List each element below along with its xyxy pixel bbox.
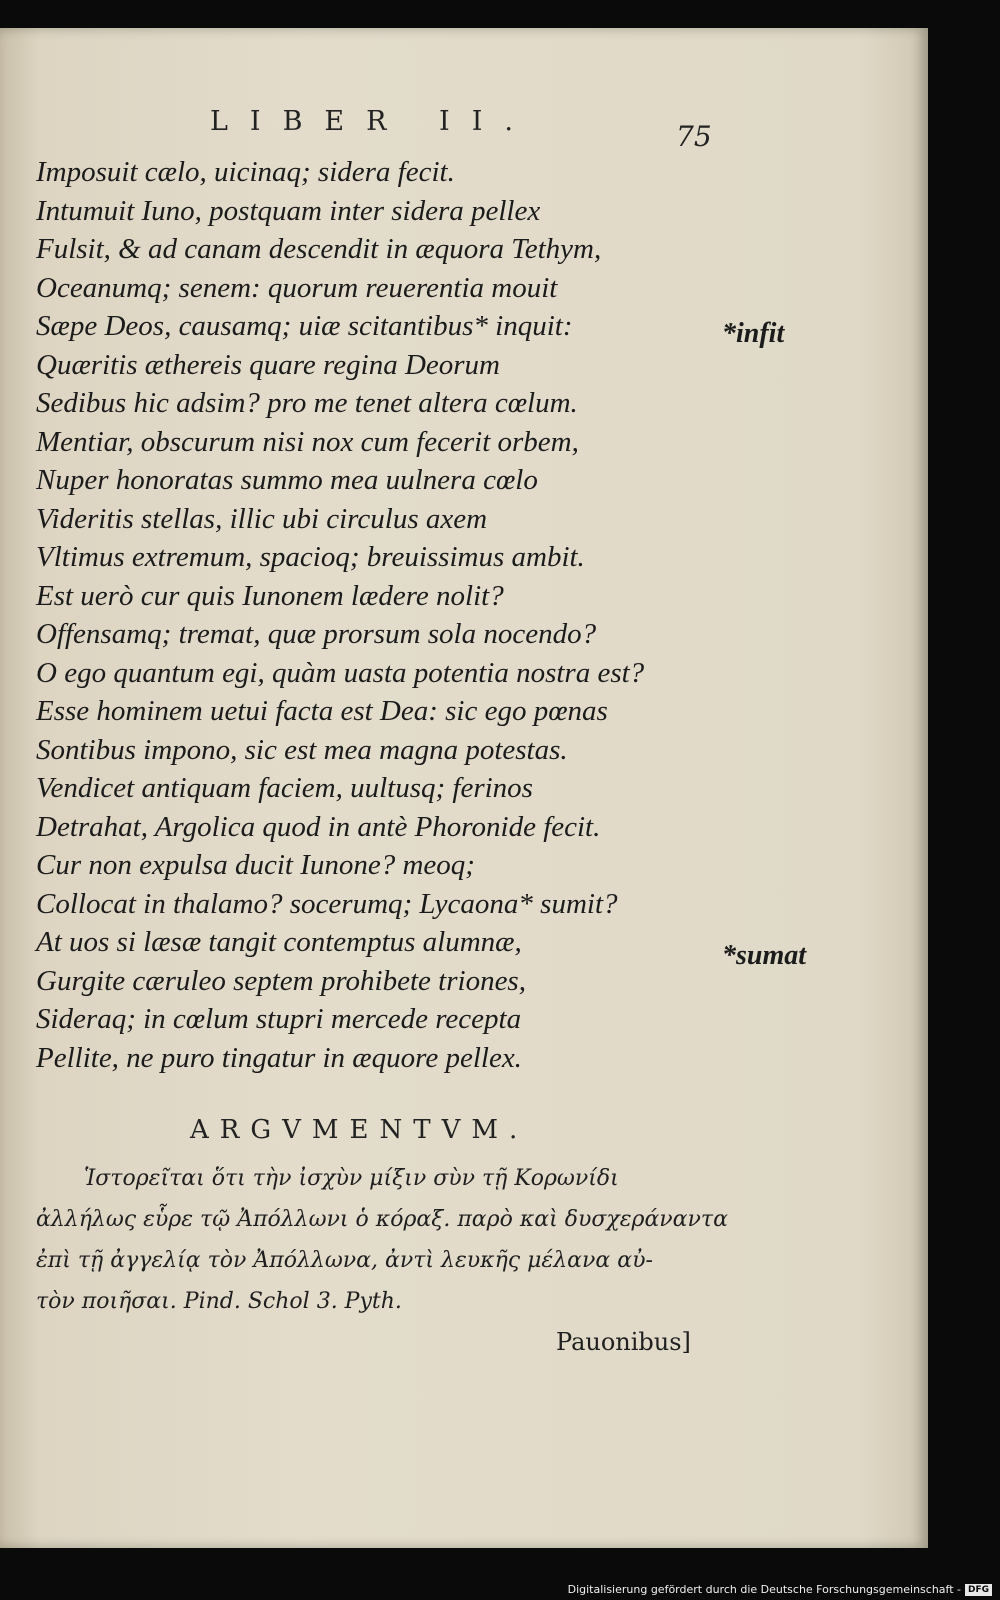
verse-line: Sedibus hic adsim? pro me tenet altera cœlum. <box>36 387 578 419</box>
argument-heading: ARGVMENTVM. <box>190 1115 529 1145</box>
dfg-logo: DFG <box>965 1584 992 1596</box>
greek-line: ἐπὶ τῇ ἀγγελίᾳ τὸν Ἀπόλλωνα, ἀντὶ λευκῆς μέλανα αὐ- <box>36 1248 653 1273</box>
verse-line: Est uerò cur quis Iunonem lædere nolit? <box>36 579 504 612</box>
verse-line: Oceanumq; senem: quorum reuerentia mouit <box>36 271 558 304</box>
catchword: Pauonibus] <box>556 1328 691 1356</box>
greek-scholion <box>36 1158 728 1322</box>
page-number: 75 <box>676 120 712 153</box>
greek-line: τὸν ποιῆσαι. Pind. Schol 3. Pyth. <box>36 1289 402 1314</box>
verse-line: Collocat in thalamo? socerumq; Lycaona* sumit? <box>36 887 618 920</box>
credit-text: Digitalisierung gefördert durch die Deutsche Forschungsgemeinschaft - <box>567 1583 961 1596</box>
verse-line: Vltimus extremum, spacioq; breuissimus ambit. <box>36 541 585 573</box>
verse-line: Videritis stellas, illic ubi circulus axem <box>36 502 488 535</box>
digitization-credit <box>568 1583 992 1596</box>
verse-line: Pellite, ne puro tingatur in æquore pellex. <box>36 1041 522 1074</box>
verse-line: Fulsit, & ad canam descendit in æquora Tethym, <box>36 233 602 265</box>
margin-note-sumat: *sumat <box>722 940 807 971</box>
verse-line: Nuper honoratas summo mea uulnera cœlo <box>36 464 538 496</box>
book-page <box>0 28 928 1548</box>
verse-line: Mentiar, obscurum nisi nox cum fecerit orbem, <box>36 425 579 458</box>
margin-note-infit: *infit <box>722 318 785 349</box>
verse-line: O ego quantum egi, quàm uasta potentia nostra est? <box>36 656 645 689</box>
verse-line: Quæritis æthereis quare regina Deorum <box>36 348 500 381</box>
verse-line: Offensamq; tremat, quæ prorsum sola nocendo? <box>36 618 597 650</box>
greek-line: Ἱστορεῖται ὅτι τὴν ἰσχὺν μίξιν σὺν τῇ Κορωνίδι <box>84 1166 619 1191</box>
verse-line: Intumuit Iuno, postquam inter sidera pellex <box>36 194 541 227</box>
verse-line: Gurgite cæruleo septem prohibete triones, <box>36 964 526 997</box>
greek-line: ἀλλήλως εὗρε τῷ Ἀπόλλωνι ὁ κόραξ. παρὸ καὶ δυσχεράναντα <box>36 1207 728 1232</box>
verse-line: Sæpe Deos, causamq; uiæ scitantibus* inquit: <box>36 310 573 342</box>
verse-line: Detrahat, Argolica quod in antè Phoronide fecit. <box>36 810 601 843</box>
verse-line: Sontibus impono, sic est mea magna potestas. <box>36 733 568 766</box>
verse-line: Esse hominem uetui facta est Dea: sic ego pœnas <box>36 695 608 727</box>
verse-line: Cur non expulsa ducit Iunone? meoq; <box>36 849 475 881</box>
verse-line: At uos si læsæ tangit contemptus alumnæ, <box>36 926 522 958</box>
verse-block <box>36 153 696 1077</box>
running-head: LIBER II. <box>210 106 535 137</box>
verse-line: Vendicet antiquam faciem, uultusq; ferinos <box>36 772 533 804</box>
verse-line: Imposuit cælo, uicinaq; sidera fecit. <box>36 156 455 188</box>
verse-line: Sideraq; in cœlum stupri mercede recepta <box>36 1003 522 1035</box>
